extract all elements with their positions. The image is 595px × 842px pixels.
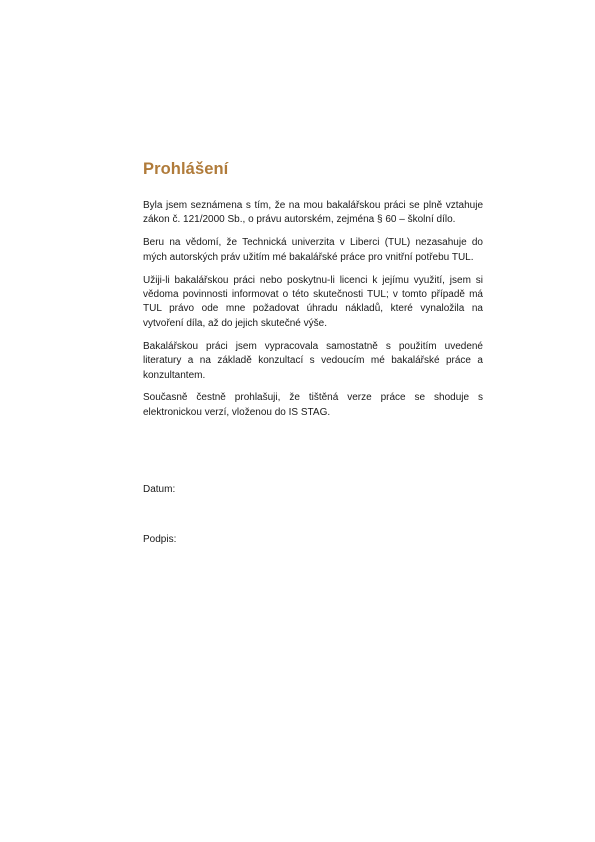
declaration-body bbox=[143, 199, 483, 429]
paragraph-tul-rights: Beru na vědomí, že Technická univerzita v Liberci (TUL) nezasahuje do mých autorských práv užitím mé bakalářské práce pro vnitřní potřebu TUL. bbox=[143, 237, 483, 263]
paragraph-license-obligation: Užiji-li bakalářskou práci nebo poskytnu-li licenci k jejímu využití, jsem si vědoma povinnosti informovat o této skutečnosti TUL; v tomto případě má TUL právo ode mne požadovat úhradu nákladů, které vynaložila na vytvoření díla, až do jejich skutečné výše. bbox=[143, 274, 483, 329]
signature-label: Podpis: bbox=[143, 534, 177, 545]
paragraph-independent-work: Bakalářskou práci jsem vypracovala samostatně s použitím uvedené literatury a na základě konzultací s vedoucím mé bakalářské práce a konzultantem. bbox=[143, 340, 483, 381]
page-title: Prohlášení bbox=[143, 160, 229, 178]
paragraph-version-match: Současně čestně prohlašuji, že tištěná verze práce se shoduje s elektronickou verzí, vloženou do IS STAG. bbox=[143, 392, 483, 418]
paragraph-copyright-law: Byla jsem seznámena s tím, že na mou bakalářskou práci se plně vztahuje zákon č. 121/2000 Sb., o právu autorském, zejména § 60 – školní dílo. bbox=[143, 200, 483, 226]
date-label: Datum: bbox=[143, 484, 176, 495]
